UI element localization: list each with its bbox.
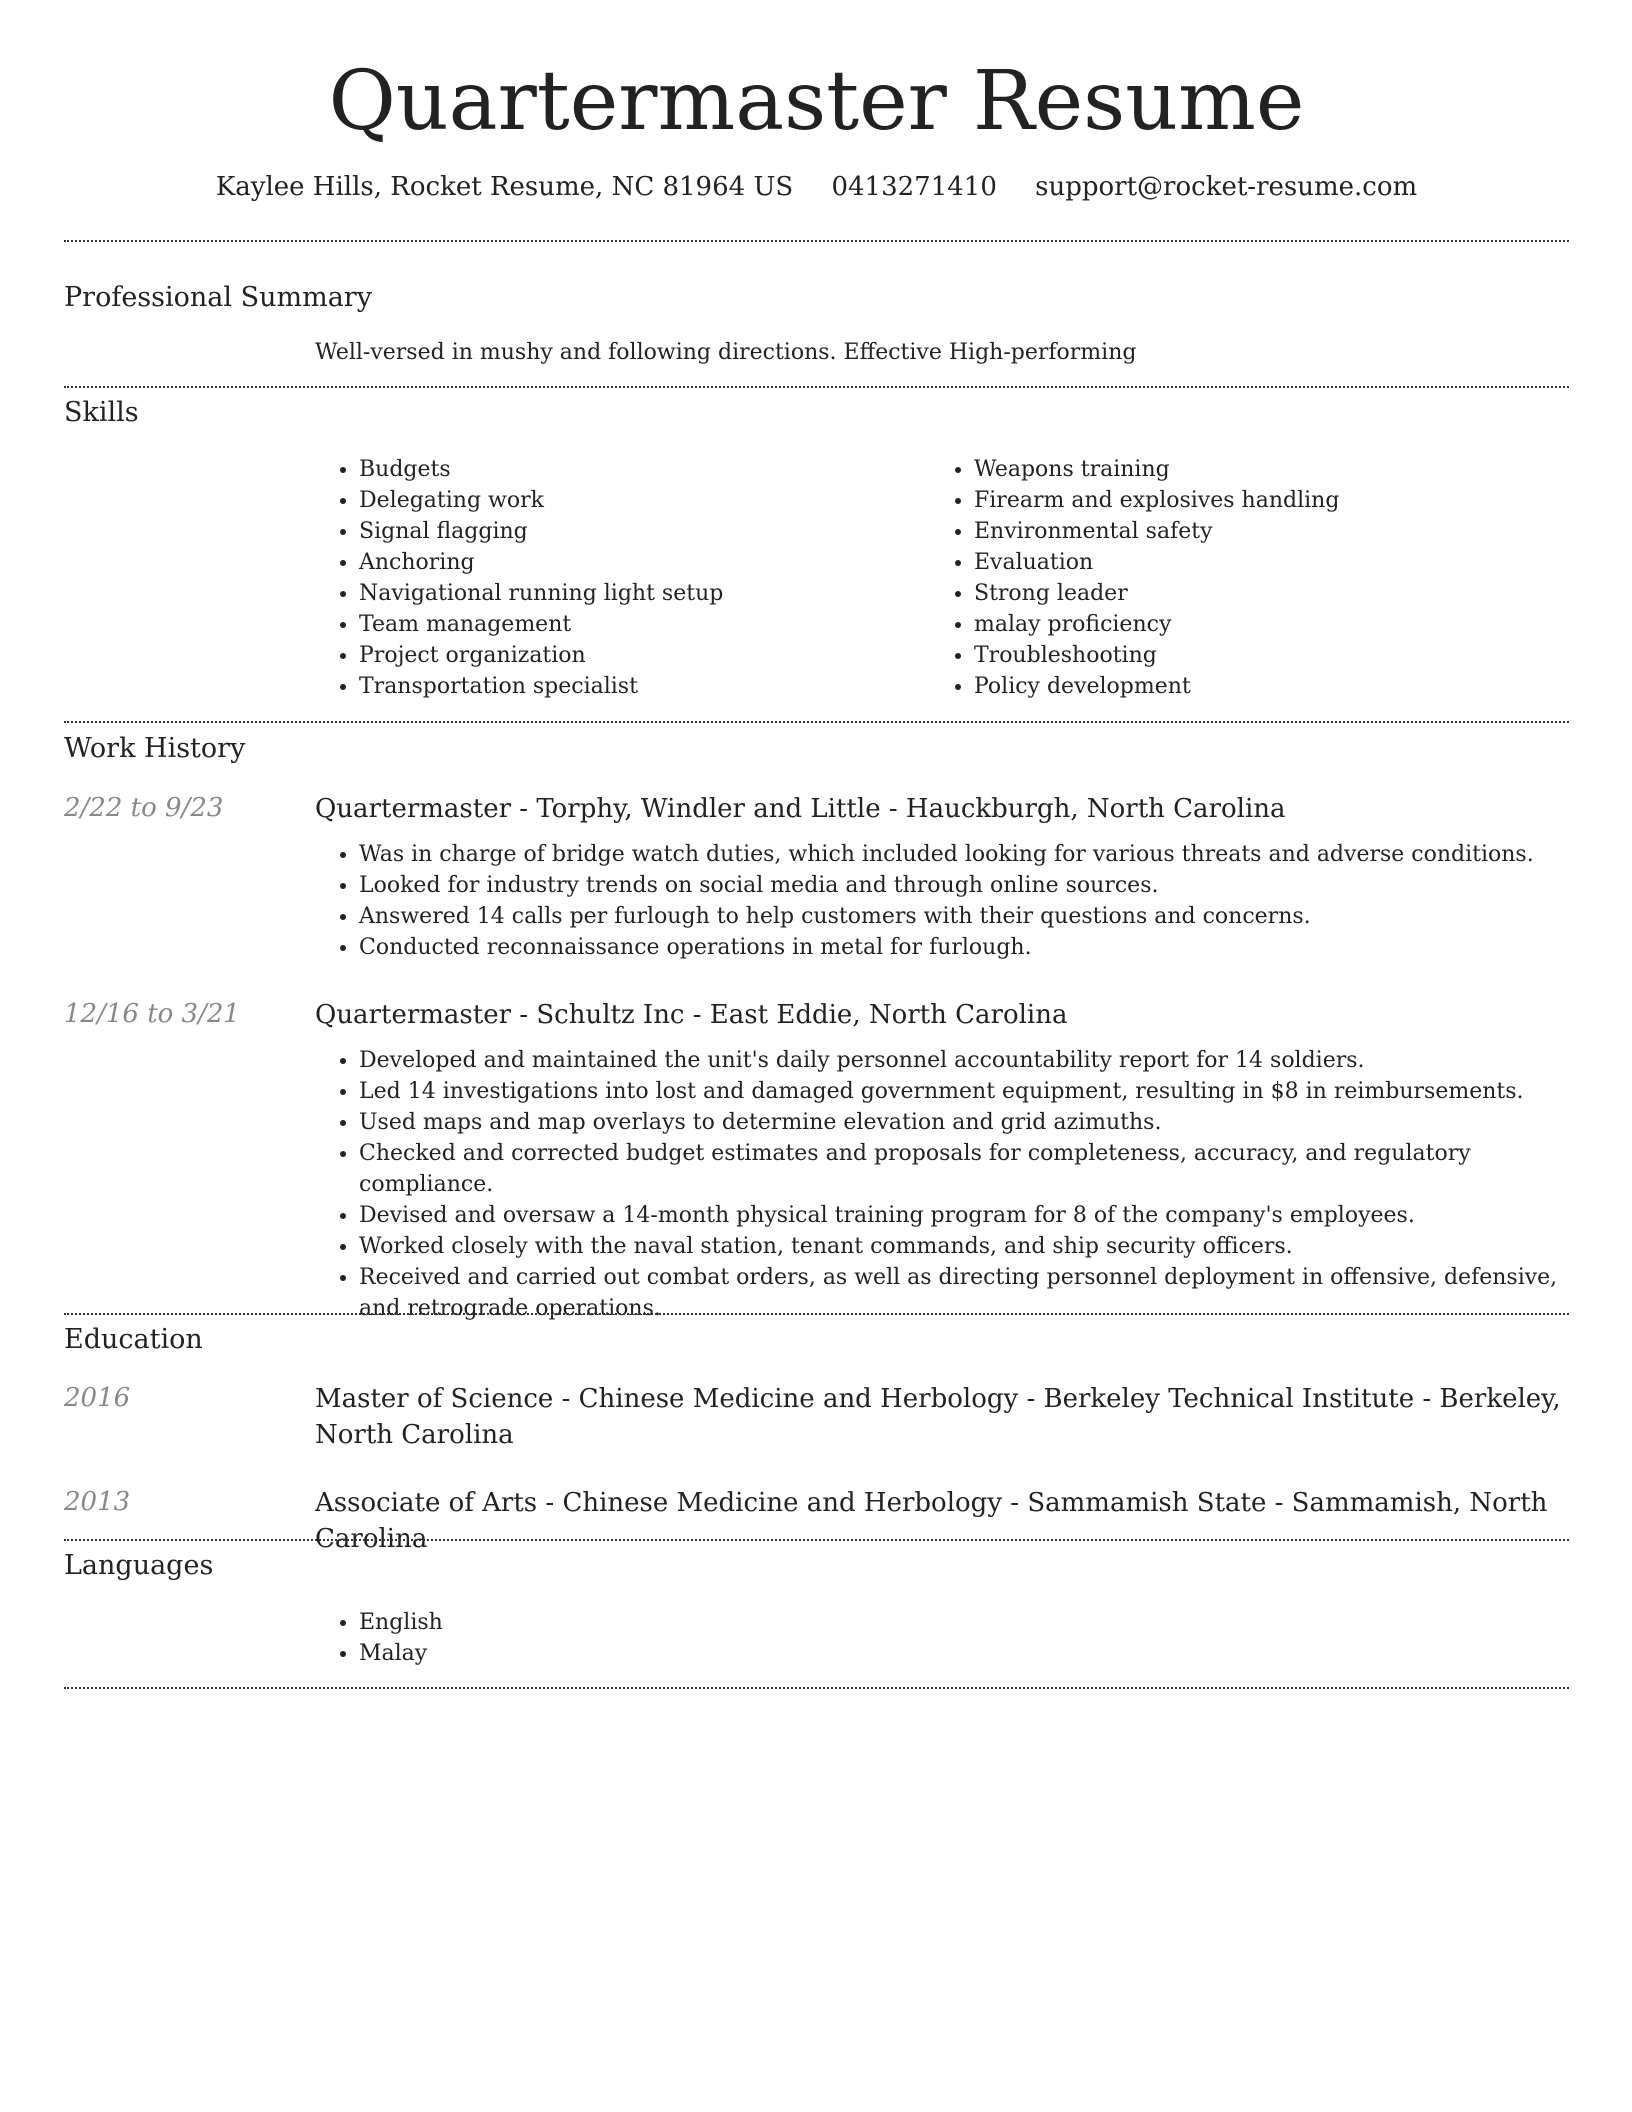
skills-list-right — [930, 454, 1530, 702]
job-bullet: • Received and carried out combat orders, as well as directing personnel deployment in offensive, defensive, and retrograde operations. — [359, 1262, 1569, 1324]
skill-item: • Budgets — [359, 454, 915, 485]
divider — [64, 1539, 1569, 1541]
education-year: 2016 — [64, 1383, 131, 1413]
skill-item: • Delegating work — [359, 485, 915, 516]
job-bullet: • Conducted reconnaissance operations in metal for furlough. — [359, 932, 1569, 963]
job-bullet: • Looked for industry trends on social media and through online sources. — [359, 870, 1569, 901]
contact-email: support@rocket-resume.com — [1035, 172, 1418, 202]
skill-item: • Navigational running light setup — [359, 578, 915, 609]
job-bullet: • Used maps and map overlays to determine elevation and grid azimuths. — [359, 1107, 1569, 1138]
skill-item: • Transportation specialist — [359, 671, 915, 702]
contact-line — [64, 170, 1569, 204]
job-title: Quartermaster - Schultz Inc - East Eddie, North Carolina — [315, 1000, 1068, 1030]
job-entry — [315, 997, 1569, 1324]
skills-list-left — [315, 454, 915, 702]
skill-item: • Evaluation — [974, 547, 1530, 578]
languages-list — [315, 1607, 1569, 1669]
job-bullet: • Was in charge of bridge watch duties, which included looking for various threats and adverse conditions. — [359, 839, 1569, 870]
skill-item: • Environmental safety — [974, 516, 1530, 547]
education-title: Associate of Arts - Chinese Medicine and Herbology - Sammamish State - Sammamish, North Carolina — [315, 1488, 1548, 1554]
skill-item: • Weapons training — [974, 454, 1530, 485]
language-item: • Malay — [359, 1638, 1569, 1669]
skill-item: • Strong leader — [974, 578, 1530, 609]
job-bullet: • Worked closely with the naval station, tenant commands, and ship security officers. — [359, 1231, 1569, 1262]
divider — [64, 1687, 1569, 1689]
job-entry — [315, 791, 1569, 963]
summary-heading: Professional Summary — [64, 282, 372, 313]
job-bullet: • Checked and corrected budget estimates and proposals for completeness, accuracy, and regulatory compliance. — [359, 1138, 1569, 1200]
job-bullet: • Led 14 investigations into lost and damaged government equipment, resulting in $8 in reimbursements. — [359, 1076, 1569, 1107]
skill-item: • Team management — [359, 609, 915, 640]
education-heading: Education — [64, 1324, 203, 1355]
summary-text: Well-versed in mushy and following directions. Effective High-performing — [315, 340, 1137, 365]
resume-title: Quartermaster Resume — [328, 54, 1305, 149]
skill-item: • malay proficiency — [974, 609, 1530, 640]
job-bullet: • Devised and oversaw a 14-month physical training program for 8 of the company's employees. — [359, 1200, 1569, 1231]
divider — [64, 721, 1569, 723]
divider — [64, 240, 1569, 242]
job-dates: 12/16 to 3/21 — [64, 999, 240, 1029]
contact-phone: 0413271410 — [831, 172, 997, 202]
job-dates: 2/22 to 9/23 — [64, 793, 224, 823]
job-title: Quartermaster - Torphy, Windler and Little - Hauckburgh, North Carolina — [315, 794, 1286, 824]
languages-heading: Languages — [64, 1550, 214, 1581]
contact-address: Kaylee Hills, Rocket Resume, NC 81964 US — [215, 172, 794, 202]
skill-item: • Policy development — [974, 671, 1530, 702]
work-heading: Work History — [64, 733, 246, 764]
divider — [64, 386, 1569, 388]
education-year: 2013 — [64, 1487, 131, 1517]
divider — [64, 1313, 1569, 1315]
skill-item: • Anchoring — [359, 547, 915, 578]
skills-heading: Skills — [64, 397, 139, 428]
education-title: Master of Science - Chinese Medicine and Herbology - Berkeley Technical Institute - Berkeley, North Carolina — [315, 1384, 1561, 1450]
skill-item: • Troubleshooting — [974, 640, 1530, 671]
job-bullet: • Developed and maintained the unit's daily personnel accountability report for 14 soldiers. — [359, 1045, 1569, 1076]
job-bullet: • Answered 14 calls per furlough to help customers with their questions and concerns. — [359, 901, 1569, 932]
skill-item: • Project organization — [359, 640, 915, 671]
language-item: • English — [359, 1607, 1569, 1638]
skill-item: • Signal flagging — [359, 516, 915, 547]
skill-item: • Firearm and explosives handling — [974, 485, 1530, 516]
